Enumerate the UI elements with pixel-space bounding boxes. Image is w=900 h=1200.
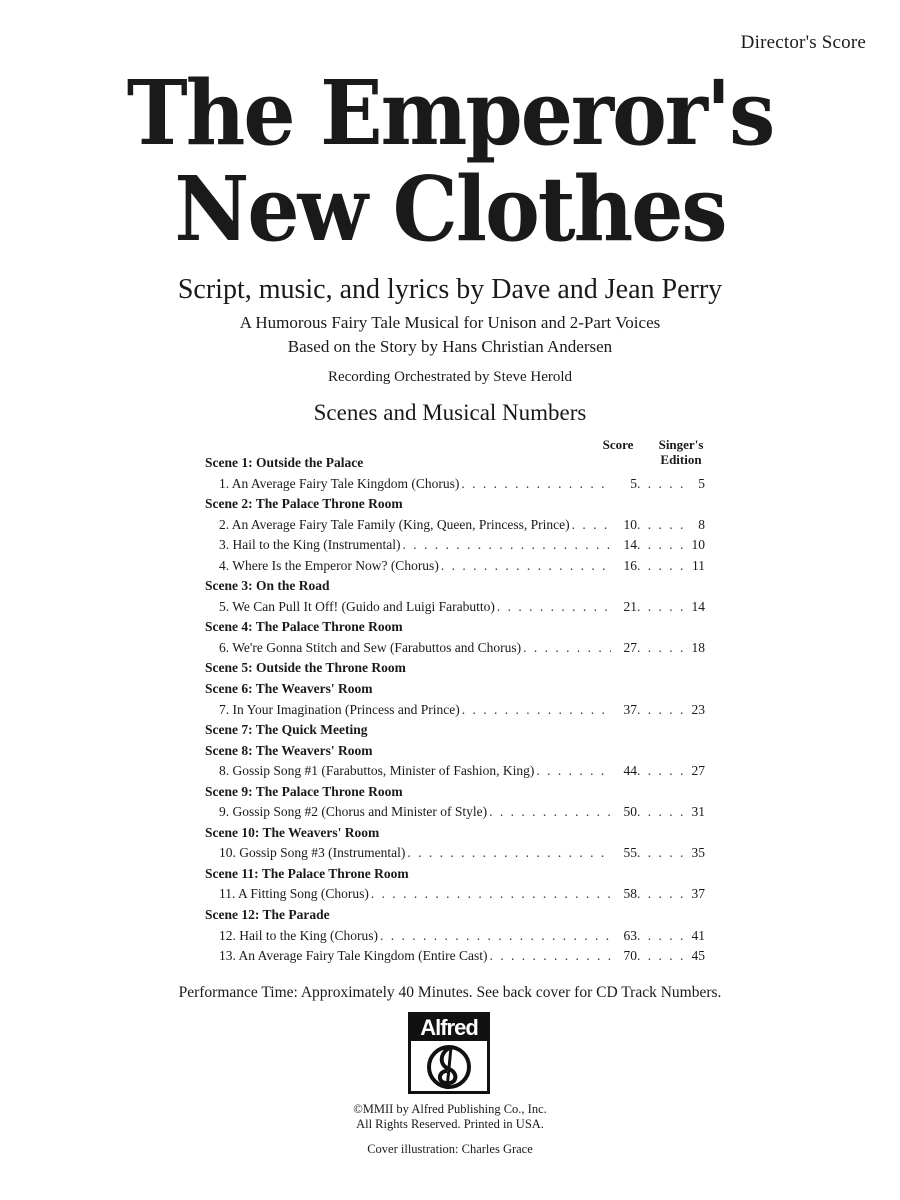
dot-leader: [461, 476, 611, 492]
dot-leader: [371, 886, 611, 902]
musical-number-row: [205, 476, 705, 497]
dot-leader: [637, 845, 687, 861]
singer-page-number: 10: [691, 537, 705, 553]
score-page-number: 58: [623, 886, 637, 902]
singer-page-number: 18: [691, 639, 705, 655]
musical-number-row: [205, 640, 705, 661]
scene-heading: [205, 660, 705, 681]
scene-heading: [205, 722, 705, 743]
scene-title: Scene 9: The Palace Throne Room: [205, 783, 403, 799]
scene-heading: [205, 825, 705, 846]
scene-title: Scene 2: The Palace Throne Room: [205, 496, 403, 512]
scene-heading: [205, 619, 705, 640]
column-header-score: Score: [602, 437, 634, 452]
musical-number-title: 2. An Average Fairy Tale Family (King, Queen, Princess, Prince): [219, 516, 570, 532]
musical-number-row: [205, 702, 705, 723]
dot-leader: [441, 558, 611, 574]
musical-number-title: 11. A Fitting Song (Chorus): [219, 886, 369, 902]
musical-number-title: 3. Hail to the King (Instrumental): [219, 537, 401, 553]
dot-leader: [637, 558, 687, 574]
dot-leader: [402, 537, 611, 553]
singer-page-number: 5: [698, 475, 705, 491]
score-page-number: 37: [623, 701, 637, 717]
dot-leader: [380, 928, 611, 944]
title-line-2: New Clothes: [174, 158, 726, 262]
logo-wordmark: Alfred: [411, 1015, 487, 1041]
performance-time: Performance Time: Approximately 40 Minutes. See back cover for CD Track Numbers.: [178, 984, 722, 1001]
scene-heading: [205, 496, 705, 517]
dot-leader: [637, 537, 687, 553]
musical-number-row: [205, 599, 705, 620]
contents-heading: Scenes and Musical Numbers: [313, 400, 587, 425]
dot-leader: [637, 928, 687, 944]
singer-page-number: 8: [698, 516, 705, 532]
musical-number-title: 6. We're Gonna Stitch and Sew (Farabuttos and Chorus): [219, 639, 522, 655]
score-page-number: 27: [623, 639, 637, 655]
credits: Script, music, and lyrics by Dave and Jean Perry: [177, 274, 723, 305]
musical-number-title: 1. An Average Fairy Tale Kingdom (Chorus): [219, 475, 460, 491]
scene-heading: [205, 578, 705, 599]
scene-title: Scene 4: The Palace Throne Room: [205, 619, 403, 635]
dot-leader: [637, 517, 687, 533]
scene-heading: [205, 681, 705, 702]
scene-heading: [205, 784, 705, 805]
singer-page-number: 14: [691, 598, 705, 614]
musical-number-row: [205, 804, 705, 825]
score-type-label: Director's Score: [740, 32, 866, 53]
dot-leader: [462, 702, 611, 718]
scene-title: Scene 7: The Quick Meeting: [205, 722, 368, 738]
cover-illustration-credit: Cover illustration: Charles Grace: [367, 1142, 533, 1156]
dot-leader: [572, 517, 611, 533]
score-page-number: 55: [623, 845, 637, 861]
musical-number-title: 12. Hail to the King (Chorus): [219, 927, 378, 943]
musical-number-row: [205, 928, 705, 949]
musical-number-row: [205, 763, 705, 784]
dot-leader: [637, 599, 687, 615]
score-page-number: 14: [623, 537, 637, 553]
title-line-1: The Emperor's: [126, 62, 774, 166]
copyright-line-2: All Rights Reserved. Printed in USA.: [356, 1117, 544, 1131]
score-page-number: 5: [630, 475, 637, 491]
contents-list: [205, 455, 705, 969]
scene-title: Scene 8: The Weavers' Room: [205, 742, 373, 758]
singer-page-number: 35: [691, 845, 705, 861]
musical-number-title: 7. In Your Imagination (Princess and Prince): [219, 701, 460, 717]
dot-leader: [497, 599, 611, 615]
scene-title: Scene 6: The Weavers' Room: [205, 681, 373, 697]
singer-page-number: 11: [692, 557, 705, 573]
musical-number-row: [205, 517, 705, 538]
dot-leader: [637, 886, 687, 902]
scene-title: Scene 11: The Palace Throne Room: [205, 865, 409, 881]
dot-leader: [536, 763, 611, 779]
musical-number-title: 4. Where Is the Emperor Now? (Chorus): [219, 557, 439, 573]
musical-number-title: 5. We Can Pull It Off! (Guido and Luigi Farabutto): [219, 598, 495, 614]
dot-leader: [523, 640, 611, 656]
copyright-line-1: ©MMII by Alfred Publishing Co., Inc.: [353, 1102, 547, 1116]
singer-page-number: 41: [691, 927, 705, 943]
scene-heading: [205, 907, 705, 928]
scene-title: Scene 12: The Parade: [205, 907, 330, 923]
singer-page-number: 27: [691, 763, 705, 779]
musical-number-row: [205, 845, 705, 866]
scene-title: Scene 1: Outside the Palace: [205, 455, 364, 470]
dot-leader: [637, 948, 687, 964]
dot-leader: [637, 702, 687, 718]
singer-page-number: 37: [691, 886, 705, 902]
scene-heading: [205, 866, 705, 887]
subtitle-description: A Humorous Fairy Tale Musical for Unison and 2-Part Voices: [239, 313, 661, 332]
scene-title: Scene 5: Outside the Throne Room: [205, 660, 406, 676]
treble-clef-logo-icon: [417, 1043, 481, 1091]
score-page-number: 50: [623, 804, 637, 820]
dot-leader: [637, 763, 687, 779]
scene-heading: [205, 455, 705, 476]
singer-page-number: 31: [691, 804, 705, 820]
score-page-number: 10: [623, 516, 637, 532]
score-page-number: 44: [623, 763, 637, 779]
dot-leader: [407, 845, 611, 861]
singer-page-number: 23: [691, 701, 705, 717]
musical-number-title: 13. An Average Fairy Tale Kingdom (Entire Cast): [219, 948, 488, 964]
copyright-notice: [0, 1102, 900, 1132]
dot-leader: [637, 804, 687, 820]
orchestration-credit: Recording Orchestrated by Steve Herold: [327, 369, 573, 385]
musical-number-title: 8. Gossip Song #1 (Farabuttos, Minister of Fashion, King): [219, 763, 535, 779]
score-page-number: 70: [623, 948, 637, 964]
dot-leader: [637, 640, 687, 656]
score-page-number: 63: [623, 927, 637, 943]
dot-leader: [637, 476, 687, 492]
musical-number-title: 10. Gossip Song #3 (Instrumental): [219, 845, 406, 861]
musical-number-row: [205, 948, 705, 969]
subtitle-source: Based on the Story by Hans Christian Andersen: [287, 337, 613, 356]
musical-number-row: [205, 886, 705, 907]
musical-number-row: [205, 537, 705, 558]
musical-number-title: 9. Gossip Song #2 (Chorus and Minister of Style): [219, 804, 488, 820]
dot-leader: [489, 804, 611, 820]
scene-title: Scene 10: The Weavers' Room: [205, 824, 380, 840]
singer-page-number: 45: [691, 948, 705, 964]
score-page-number: 21: [623, 598, 637, 614]
scene-title: Scene 3: On the Road: [205, 578, 330, 594]
alfred-logo: [408, 1012, 490, 1094]
scene-heading: [205, 743, 705, 764]
column-header-singers-edition: Singer's Edition: [658, 437, 704, 467]
musical-number-row: [205, 558, 705, 579]
score-page-number: 16: [623, 557, 637, 573]
dot-leader: [490, 948, 612, 964]
